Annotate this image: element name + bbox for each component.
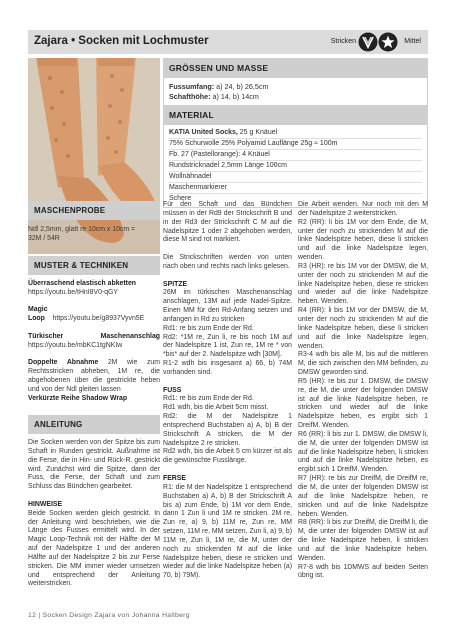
material-box <box>163 105 428 208</box>
gauge-text: Ndl 2,5mm, glatt re 10cm x 10cm = 32M / 54R <box>28 226 136 242</box>
foot-heading: FUSS <box>163 386 182 394</box>
hints-text: Beide Socken werden gleich gestrickt. In der Anleitung wird beschrieben, wie die Länge des Fusses ermittelt wird. In der Magic Loop-Technik mit der Hälfte der M auf der Nadelspitze 1 und der anderen Hälfte auf der Nadelspitze 2 bis zur Ferse stricken. Die MM immer wieder umsetzen und entsprechend der Anleitung weiterstricken. <box>28 509 160 588</box>
tool-1: Wollnähnadel <box>169 172 422 183</box>
right-intro: Die Arbeit wenden. Nur noch mit den M der Nadelspitze 2 weiterstricken. <box>298 201 428 217</box>
shaft-value: a) 14, b) 14cm <box>210 91 259 101</box>
skill-level: Mittel <box>404 38 421 45</box>
shaft-label: Schafthöhe: <box>169 91 211 101</box>
technique-1: Überraschend elastisch abketten <box>28 280 136 287</box>
needle: Rundstricknadel 2,5mm Länge 100cm <box>169 161 422 172</box>
pattern-title: Zajara • Socken mit Lochmuster <box>34 35 209 47</box>
row-r78: R7-8 wdh bis 1DMWS auf beiden Seiten übrig ist. <box>298 563 428 580</box>
yarn-color: Fb. 27 (Pastellorange): 4 Knäuel <box>169 150 422 161</box>
heel-r1: R1: die M der Nadelspitze 1 entsprechend Buchstaben a) A, b) B der Strickschrift A bis a) zum Ende, b) 1M vor dem Ende, dann 1 Zun li und 1M re stricken. 2M re, Zun re, a) 9, b) 11M re, Zun re, MM setzen, 11M re, MM setzen, Zun li, a) 9, b) 11M re, Zun li, 1M re, die M, unter der noch zu strickenden M auf die linke Nadelspitze heben, diese re stricken und wieder auf die linke Nadelspitze heben (a) 70, b) 79M). <box>163 483 292 580</box>
foot-rd2-repeat: Rd2 wdh, bis die Arbeit 5 cm kürzer ist als die gewünschte Fusslänge. <box>163 448 292 465</box>
technique-5: Verkürzte Reihe Shadow Wrap <box>28 394 128 402</box>
technique-4-desc: 2M wie zum Rechtsstricken abheben, 1M re, die abgehobenen über die gestrickte heben und von der Ndl gleiten lassen <box>28 359 160 393</box>
middle-reading: Die Strickschriften werden von unten nach oben und rechts nach links gelesen. <box>163 254 292 270</box>
row-r4: R4 (RR): li bis 1M vor der DMSW, die M, unter der noch zu strickenden M auf die linke Nadelspitze heben, diese li stricken und auf die linke Nadelspitze legen, wenden. <box>298 307 428 350</box>
toe-text: 26M im türkischen Maschenanschlag anschlagen, 13M auf jede Nadel-Spitze. Einen MM für den Rd-Anfang setzen und anfangen in Rd zu stricken <box>163 289 292 323</box>
hints-heading: HINWEISE <box>28 500 63 508</box>
yarn-name: KATIA United Socks, <box>169 129 238 136</box>
techniques-section <box>28 256 160 404</box>
foot-value: a) 24, b) 26,5cm <box>214 82 269 91</box>
techniques-heading: MUSTER & TECHNIKEN <box>28 256 160 275</box>
row-r3: R3 (HR): re bis 1M vor der DMSW, die M, unter der noch zu strickenden M auf die linke Nadelspitze heben, diese re stricken und wieder auf die linke Nadelspitze heben. Wenden. <box>298 262 428 306</box>
middle-intro: Für den Schaft und das Bündchen müssen in der Rd9 der Strickschrift B und in der Rd3 der Strickschrift C M auf die Nadelspitze 1 oder 2 abgehoben werden, diese M sind rot markiert. <box>163 201 292 244</box>
row-r7: R7 (HR): re bis zur DreifM, die DreifM re, die M, die unter der folgenden DMSW ist auf die linke Nadelspitze heben, re stricken und auf die linke Nadelspitze heben. Wenden. <box>298 475 428 518</box>
sizes-heading: GRÖSSEN UND MASSE <box>163 58 428 78</box>
pattern-header <box>28 30 428 54</box>
technique-2: Magic Loop <box>28 306 48 323</box>
tool-2: Maschenmarkierer <box>169 183 422 194</box>
toe-rd2: Rd2: *1M re, Zun li, re bis noch 1M auf der Nadelspitze 1 ist, Zun re, 1M re * von *bis* auf der 2. Nadelspitze wdh [30M]. <box>163 333 292 359</box>
toe-repeat: R1-2 wdh bis insgesamt a) 66, b) 74M vorhanden sind. <box>163 360 292 376</box>
star-badge-icon <box>378 32 398 52</box>
knitting-icon <box>358 32 378 52</box>
toe-heading: SPITZE <box>163 280 188 288</box>
instructions-body <box>28 439 160 589</box>
toe-rd1: Rd1: re bis zum Ende der Rd. <box>163 324 254 332</box>
foot-rd2: Rd2: die M der Nadelspitze 1 entsprechend Buchstaben a) A, b) B der Strickschrift A stricken, die M der Nadelspitze 2 re stricken. <box>163 413 292 447</box>
sizes-body <box>163 78 428 106</box>
page-footer: 12 | Socken Design Zajara von Johanna Hallberg <box>28 612 190 619</box>
sizes-box <box>163 58 428 106</box>
technique-3: Türkischer Maschenanschlag <box>28 332 160 340</box>
middle-column <box>163 201 292 581</box>
skill-label: Stricken <box>330 38 356 45</box>
right-column <box>298 201 428 581</box>
heel-heading: FERSE <box>163 474 186 482</box>
foot-rd1-repeat: Rd1 wdh, bis die Arbeit 5cm misst. <box>163 404 269 412</box>
techniques-body <box>28 280 160 404</box>
gauge-section <box>28 201 160 244</box>
row-r8: R8 (RR): li bis zur DreifM, die DreifM li, die M, die unter der folgenden DMSW ist auf die linke Nadelspitze heben, li stricken und auf die linke Nadelspitze heben. Wenden. <box>298 519 428 562</box>
foot-rd1: Rd1: re bis zum Ende der Rd. <box>163 395 254 403</box>
material-body <box>163 125 428 208</box>
instructions-intro: Die Socken werden von der Spitze bis zum Schaft in Runden gestrickt. Außnahme ist die Ferse, die in Hin- und Rück-R. gestrickt wird. Zunächst wird die Spitze, dann der Fuss, die Ferse, der Schaft und zum Schluss das Bündchen gearbeitet. <box>28 439 160 491</box>
row-r6: R6 (RR): li bis zur 1. DMSW, die DMSW li, die M, die unter der folgenden DMSW ist auf die linke Nadelspitze heben, li stricken und auf die linke Nadelspitze heben, es ergibt sich 1 DreifM. Wenden. <box>298 430 428 474</box>
yarn-qty: 25 g Knäuel <box>237 129 278 136</box>
row-r2: R2 (RR): li bis 1M vor dem Ende, die M, unter der noch zu strickenden M auf die linke Nadelspitze heben, diese li stricken und auf die linke Nadelspitze legen, wenden. <box>298 218 428 262</box>
instructions-heading: ANLEITUNG <box>28 415 160 434</box>
instructions-section <box>28 415 160 589</box>
material-heading: MATERIAL <box>163 105 428 125</box>
technique-1-link[interactable]: https://youtu.be/tHnI8V0-qGY <box>28 288 119 296</box>
tool-3: Schere <box>169 195 192 202</box>
row-r5: R5 (HR): re bis zur 1. DMSW, die DMSW re, die M, die unter der folgenden DMSW ist auf die linke Nadelspitze heben, re stricken und wieder auf die linke Nadelspitze heben, es ergibt sich 1 DreifM. Wenden. <box>298 377 428 430</box>
technique-2-link[interactable]: https://youtu.be/g8937Vyvn5E <box>52 315 145 323</box>
technique-4: Doppelte Abnahme <box>28 359 99 367</box>
yarn-composition: 75% Schurwolle 25% Polyamid Lauflänge 25g ≈ 100m <box>169 139 422 150</box>
foot-label: Fussumfang: <box>169 82 215 91</box>
gauge-heading: MASCHENPROBE <box>28 201 160 220</box>
row-r34: R3-4 wdh bis alle M, bis auf die mittleren M, die sich zwischen den MM befinden, zu DMSW geworden sind. <box>298 351 428 377</box>
technique-3-link[interactable]: https://youtu.be/mbKC1tgNKIw <box>28 341 123 349</box>
